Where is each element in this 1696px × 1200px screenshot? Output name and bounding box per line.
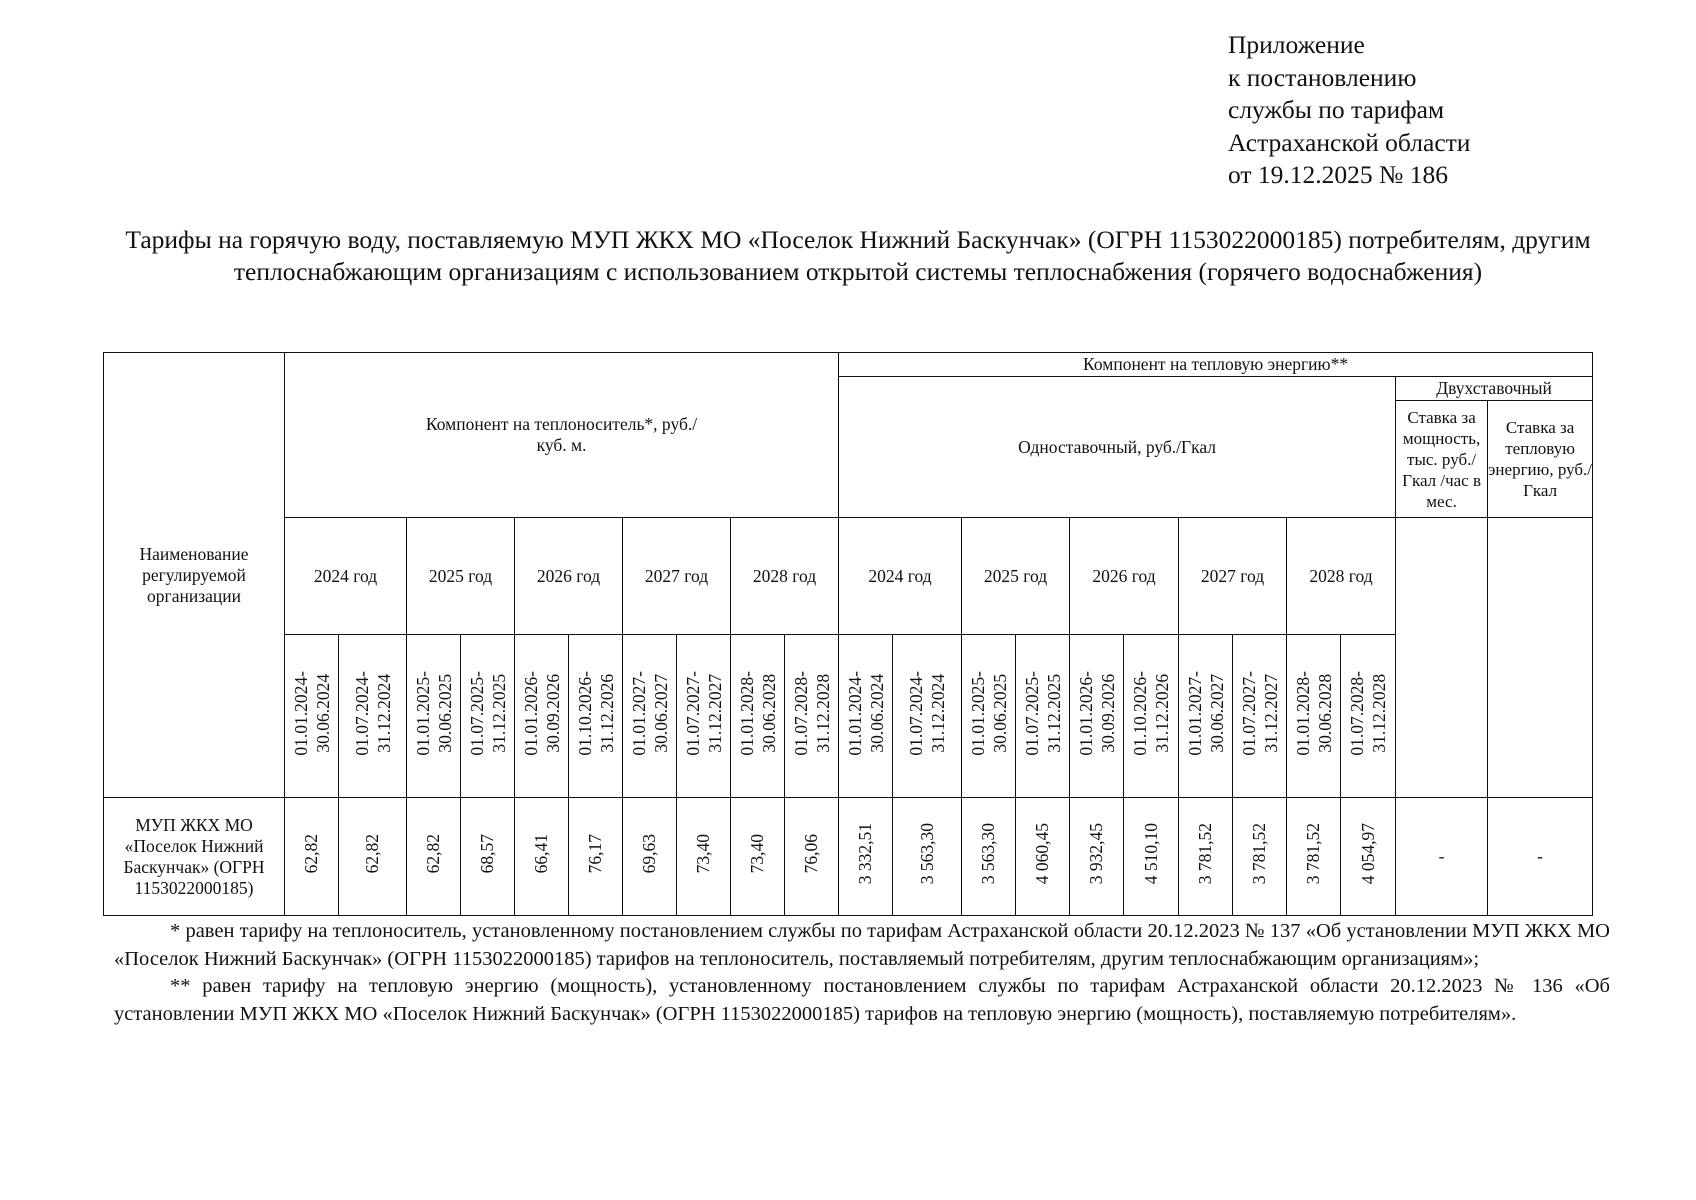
coolant-year-2025: 2025 год bbox=[407, 518, 515, 635]
heat-year-2028: 2028 год bbox=[1287, 518, 1396, 635]
footnote-heat-energy: ** равен тарифу на тепловую энергию (мощность), установленному постановлением службы по тарифам Астраханской области 20.12.2023 № 136 «Об установлении МУП ЖКХ МО «Поселок Нижний Баскунчак» (ОГРН 1153022000185) тарифов на тепловую энергию (мощность), поставляемую потребителям». bbox=[114, 975, 1610, 1025]
coolant-period-2: 01.07.2024- 31.12.2024 bbox=[339, 635, 407, 798]
coolant-period-6: 01.10.2026- 31.12.2026 bbox=[569, 635, 623, 798]
heat-period-6: 01.10.2026- 31.12.2026 bbox=[1124, 635, 1179, 798]
energy-rate-header: Ставка за тепловую энергию, руб./Гкал bbox=[1488, 401, 1593, 518]
capacity-rate-value: - bbox=[1396, 798, 1488, 916]
coolant-value: 69,63 bbox=[623, 798, 677, 916]
capacity-rate-empty bbox=[1396, 518, 1488, 798]
coolant-period-9: 01.01.2028- 30.06.2028 bbox=[731, 635, 785, 798]
coolant-value: 73,40 bbox=[677, 798, 731, 916]
coolant-value: 62,82 bbox=[285, 798, 339, 916]
coolant-value: 66,41 bbox=[515, 798, 569, 916]
footnotes bbox=[114, 918, 1610, 1028]
heat-period-10: 01.07.2028- 31.12.2028 bbox=[1341, 635, 1396, 798]
org-name-cell: МУП ЖКХ МО «Поселок Нижний Баскунчак» (ОГРН 1153022000185) bbox=[104, 798, 285, 916]
energy-rate-empty bbox=[1488, 518, 1593, 798]
org-name-header: Наименование регулируемой организации bbox=[104, 353, 285, 798]
heat-year-2026: 2026 год bbox=[1070, 518, 1179, 635]
heat-value: 3 781,52 bbox=[1179, 798, 1233, 916]
heat-year-2025: 2025 год bbox=[962, 518, 1070, 635]
heat-period-3: 01.01.2025- 30.06.2025 bbox=[962, 635, 1016, 798]
footnote-coolant: * равен тарифу на теплоноситель, установленному постановлением службы по тарифам Астраханской области 20.12.2023 № 137 «Об установлении МУП ЖКХ МО «Поселок Нижний Баскунчак» (ОГРН 1153022000185) тарифов на теплоноситель, поставляемый потребителям, другим теплоснабжающим организациям»; bbox=[114, 920, 1610, 970]
coolant-value: 76,17 bbox=[569, 798, 623, 916]
heat-component-header: Компонент на тепловую энергию** bbox=[839, 353, 1593, 377]
heat-period-4: 01.07.2025- 31.12.2025 bbox=[1016, 635, 1070, 798]
heat-period-8: 01.07.2027- 31.12.2027 bbox=[1233, 635, 1287, 798]
coolant-component-header: Компонент на теплоноситель*, руб./куб. м. bbox=[285, 353, 839, 518]
coolant-value: 62,82 bbox=[339, 798, 407, 916]
heat-value: 4 060,45 bbox=[1016, 798, 1070, 916]
single-rate-header: Одноставочный, руб./Гкал bbox=[839, 377, 1396, 518]
coolant-year-2026: 2026 год bbox=[515, 518, 623, 635]
heat-value: 3 332,51 bbox=[839, 798, 893, 916]
heat-period-2: 01.07.2024- 31.12.2024 bbox=[893, 635, 962, 798]
appendix-line: Приложение bbox=[1228, 30, 1365, 59]
coolant-period-5: 01.01.2026- 30.09.2026 bbox=[515, 635, 569, 798]
coolant-period-4: 01.07.2025- 31.12.2025 bbox=[461, 635, 515, 798]
coolant-period-10: 01.07.2028- 31.12.2028 bbox=[785, 635, 839, 798]
energy-rate-value: - bbox=[1488, 798, 1593, 916]
heat-period-5: 01.01.2026- 30.09.2026 bbox=[1070, 635, 1124, 798]
coolant-period-1: 01.01.2024- 30.06.2024 bbox=[285, 635, 339, 798]
heat-value: 3 781,52 bbox=[1287, 798, 1341, 916]
coolant-year-2028: 2028 год bbox=[731, 518, 839, 635]
appendix-date-line: от 19.12.2025 № 186 bbox=[1228, 160, 1449, 189]
coolant-period-8: 01.07.2027- 31.12.2027 bbox=[677, 635, 731, 798]
heat-value: 4 054,97 bbox=[1341, 798, 1396, 916]
coolant-year-2024: 2024 год bbox=[285, 518, 407, 635]
coolant-value: 76,06 bbox=[785, 798, 839, 916]
heat-period-1: 01.01.2024- 30.06.2024 bbox=[839, 635, 893, 798]
coolant-period-7: 01.01.2027- 30.06.2027 bbox=[623, 635, 677, 798]
heat-value: 3 563,30 bbox=[893, 798, 962, 916]
appendix-line: к постановлению bbox=[1228, 62, 1417, 92]
heat-value: 4 510,10 bbox=[1124, 798, 1179, 916]
heat-period-7: 01.01.2027- 30.06.2027 bbox=[1179, 635, 1233, 798]
two-rate-header: Двухставочный bbox=[1396, 377, 1593, 401]
heat-period-9: 01.01.2028- 30.06.2028 bbox=[1287, 635, 1341, 798]
appendix-block bbox=[1228, 29, 1588, 192]
heat-value: 3 932,45 bbox=[1070, 798, 1124, 916]
table-row bbox=[104, 798, 1593, 916]
heat-year-2024: 2024 год bbox=[839, 518, 962, 635]
heat-value: 3 563,30 bbox=[962, 798, 1016, 916]
document-title: Тарифы на горячую воду, поставляемую МУП ЖКХ МО «Поселок Нижний Баскунчак» (ОГРН 1153022000185) потребителям, другим теплоснабжающим организациям с использованием открытой системы теплоснабжения (горячего водоснабжения) bbox=[125, 225, 1591, 286]
appendix-line: Астраханской области bbox=[1228, 127, 1471, 157]
coolant-value: 73,40 bbox=[731, 798, 785, 916]
appendix-line: службы по тарифам bbox=[1228, 95, 1445, 124]
coolant-value: 62,82 bbox=[407, 798, 461, 916]
tariff-table bbox=[103, 352, 1593, 916]
heat-value: 3 781,52 bbox=[1233, 798, 1287, 916]
heat-year-2027: 2027 год bbox=[1179, 518, 1287, 635]
coolant-period-3: 01.01.2025- 30.06.2025 bbox=[407, 635, 461, 798]
coolant-year-2027: 2027 год bbox=[623, 518, 731, 635]
capacity-rate-header: Ставка за мощность, тыс. руб./Гкал /час в мес. bbox=[1396, 401, 1488, 518]
coolant-value: 68,57 bbox=[461, 798, 515, 916]
